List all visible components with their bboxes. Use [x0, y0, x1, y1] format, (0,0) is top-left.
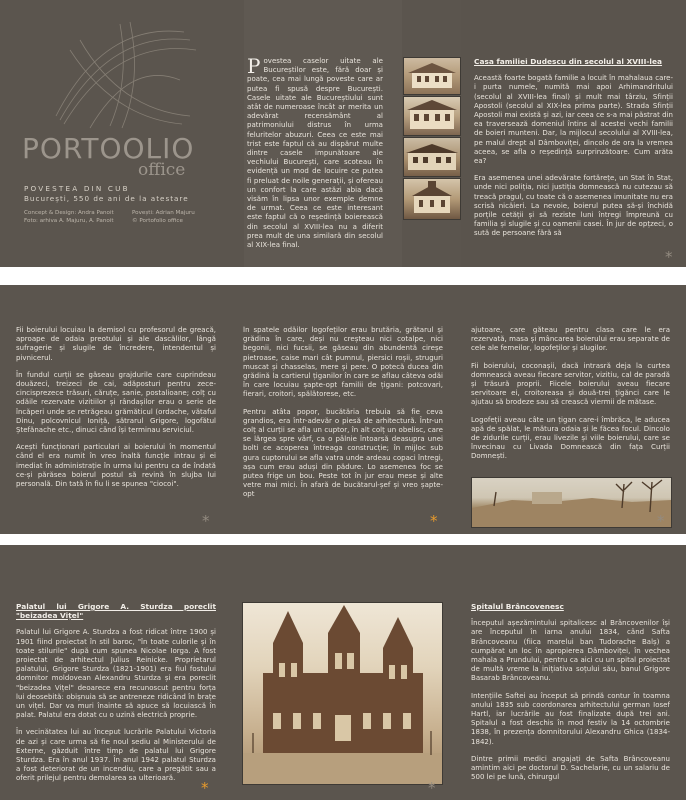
dudescu-paragraph-2: Era asemenea unei adevărate fortărețe, un Stat în Stat, unde nici poliția, nici justiția domnească nu cutezau să treacă pragul, cu toate că o asemenea imunitate nu era scrisă nicăieri. La nevoie, boierul putea să-și închidă porțile cetății și să reziste luni întregi împreună cu familia și slugile și cu oamenii casei. În jur de opțzeci, o sută de persoane fără să	[474, 174, 673, 238]
star-marker-orange: *	[201, 779, 209, 797]
dudescu-heading: Casa familiei Dudescu din secolul al XVIII-lea	[474, 57, 663, 66]
star-marker: *	[428, 779, 436, 797]
column-1-paragraph-1: Fii boierului locuiau la demisol cu profesorul de greacă, aproape de odaia preotului și ale dascălilor, lângă sufragerie și slugile de încredere, intendentul și pivnicerul.	[16, 326, 216, 362]
photo-house-3	[403, 137, 461, 177]
column-3-paragraph-1: ajutoare, care găteau pentru clasa care le era rezervată, masa și mâncarea boierului erau separate de cele ale femeilor, logofeților și slugilor.	[471, 326, 670, 353]
brancovenesc-paragraph-1: Începutul așezămintului spitalicesc al Brâncovenilor își are începutul în iarna anului 1834, când Safta Brâncoveanu (fiica marelui ban Tudorache Balș) a cumpărat un loc în apropierea Dâmboviței, în vechea mahala a Prundului, pentru ca aici cu un spital proiectat de multă vreme la inițiativa soțului său, banul Grigore Basarab Brâncoveanu.	[471, 619, 670, 683]
star-marker: *	[665, 248, 673, 266]
column-2-paragraph-2: Pentru atâta popor, bucătăria trebuia să fie ceva grandios, era într-adevăr o piesă de arhitectură. Într-un colț al curții se afla un cuptor, în alt colț un obelisc, care se lărgea spre vârf, ca o pâlnie întoarsă deasupra unei bolti ce acoperea întreaga construcție; în mijloc sub gura cuptorului se afla vatra unde ardeau copaci întregi, așa cum erau aduși din pădure. Lo asemenea foc se putea frige un bou. Peste tot în jur erau mese și alte vetre mai mici. În afară de bucătarul-șef și vreo șapte-opt	[243, 407, 443, 499]
brand-subtitle: office	[138, 160, 186, 180]
cover-area	[0, 0, 244, 267]
sturdza-text-block	[16, 602, 216, 782]
spread-2	[0, 285, 686, 534]
column-3-paragraph-3: Logofeții aveau câte un țigan care-i îmbrăca, le aducea apă de spălat, le mătura odaia și le făcea focul. Dincolo de zidurile curții, erau livezile și viile boierului, care se învecinau cu Livada Domnească din fața Curții Domnești.	[471, 415, 670, 461]
credit-concept: Concept & Design: Andra Panoit	[24, 210, 114, 216]
intro-column	[244, 0, 402, 267]
column-2-paragraph-1: În spatele odăilor logofeților erau brutăria, grătarul și grădina în care, deși nu creșteau nici cotalpe, nici begonii, nici fucsii, se găseau din abundentă cireșe pietroase, caise mari cât pumnul, piersici roșii, struguri muscat și chasselas, mere și pere. O potecă ducea din grădină la cartierul țiganilor în care se aflau câteva odăi în care locuiau șapte-opt familii de țigani: potcovari, fierari, croitori, spălătorese, etc.	[243, 326, 443, 399]
column-3-paragraph-2: Fii boierului, coconașii, dacă intrasră deja la curtea domnească aveau fiecare servitor, vizitiu, cal de paradă și trăsură proprii. Fiicele boierului aveau fiecare servitoare ei, croitoreasa și două-trei țigănci care le ajutau să brodeze sau să crească viermii de mătase.	[471, 361, 670, 407]
brancovenesc-paragraph-3: Dintre primii medici angajați de Safta Brâncoveanu amintim aici pe doctorul D. Sachelarie, cu un salariu de 500 lei pe lună, chirurgul	[471, 754, 670, 782]
intro-text-block	[247, 57, 383, 263]
star-marker: *	[202, 512, 210, 530]
spread-3	[0, 545, 686, 800]
brand-wordmark: PORTOOLIO	[22, 132, 195, 165]
story-subtitle: București, 550 de ani de la atestare	[24, 194, 189, 203]
photo-house-4	[403, 178, 461, 220]
story-title: POVESTEA DIN CUB	[24, 184, 130, 193]
logo-lines-graphic	[50, 20, 200, 130]
column-1-paragraph-3: Acești funcționari particulari ai boierului în momentul când el era numit în vreo înaltă funcție intrau și ei imediat în administrație în urma lui pentru ca de îndată ce-și părăsea boierul postul să revină în slujba lui personală. Din tată în fiu li se spunea "ciocoi".	[16, 443, 216, 489]
photo-old-street	[471, 477, 672, 528]
credit-copyright: © Portofolio office	[132, 218, 183, 224]
credit-foto: Foto: arhiva A. Majuru, A. Panoit	[24, 218, 114, 224]
dudescu-text-block	[474, 57, 673, 253]
dudescu-paragraph-1: Această foarte bogată familie a locuit în mahalaua care-i purta numele, numită mai apoi Arhimandritului (secolul al XVIII-lea final) și mult mai târziu, Sfinții Apostoli (secolul al XIX-lea prima parte). Strada Sfinții Apostoli mai există și azi, iar ceea ce s-a mai păstrat din ea traversează domeniul întins al acestei vechi familii de boieri munteni. Dar, la mijlocul secolului al XVIII-lea, pe malul drept al Dâmboviței, dincolo de ora la vremea aceea, se afla o reședință surprinzătoare. Cum arăta ea?	[474, 74, 673, 166]
brancovenesc-paragraph-2: Intențiile Saftei au început să prindă contur în toamna anului 1835 sub coordonarea arhitectului german Iosef Hartl, iar lucrările au fost finalizate după trei ani. Spitalul a fost deschis în mod festiv la 14 octombrie 1838, în prezența domnitorului Alexandru Ghica (1834-1842).	[471, 691, 670, 746]
text-column-2	[243, 326, 443, 511]
dudescu-column	[461, 0, 686, 267]
text-column-1	[16, 326, 216, 511]
photo-house-1	[403, 57, 461, 95]
spread-1	[0, 0, 686, 267]
star-marker-orange: *	[430, 512, 438, 530]
photo-sturdza-palace	[242, 602, 443, 785]
text-column-3	[471, 326, 670, 476]
sturdza-paragraph-1: Palatul lui Grigore A. Sturdza a fost ridicat între 1900 și 1901 fiind proiectat în stil baroc, "în toate culorile și în toate stilurile" după cum spunea Nicolae Iorga. A fost proiectat de arhitectul Julius Reinicke. Proprietarul palatului, Grigore Sturdza (1821-1901) era fiul fostului domnitor moldovean Alexandru Sturdza și era poreclit "beizadea Vițel" deoarece era recunoscut pentru forța lui deosebită: obișnuia să se antreneze ridicând în brațe un vițel. Dar va muri înainte să apuce să locuiască în palat. Palatul era dotat cu o uzină electrică proprie.	[16, 628, 216, 720]
credit-povesti: Povești: Adrian Majuru	[132, 210, 195, 216]
intro-text: ovestea caselor uitate ale Bucureștilor este, fără doar și poate, cea mai lungă poveste care ar putea fi spusă despre București. Casele uitate ale Bucureștiului sunt atât de numeroase încât ar merita un adevărat recensământ al patrimoniului distrus în urma feluritelor abuzuri. Ceea ce este mai trist este faptul că au dispărut multe dintre casele impunătoare ale vechiului București, care scoteau în evidență un mod de locuire ce putea fi preluat de noile generații, și ofereau un confort la care astăzi abia dacă visăm în lipsa unor exemple demne de urmat. Ceea ce este interesant este faptul că o reședință boierească din secolul al XVIII-lea nu a diferit prea mult de una similară din secolul al XIX-lea final.	[247, 57, 383, 250]
column-1-paragraph-2: În fundul curții se găseau grajdurile care cuprindeau douăzeci, treizeci de cai, adăposturi pentru zece-cincisprezece trăsuri, căruțe, sanie, postalioane; colț cu odăile rezervate vizitiilor și rândașilor erau o serie de încăperi unde se retrăgeau grămăticul (ordache, vătaful Dinu, polcovnicul Ioniță, sătrarul Grigore, logofătul Ștefănache etc., dinuci când își terminau serviciul.	[16, 370, 216, 435]
star-marker: *	[657, 512, 665, 530]
brancovenesc-text-block	[471, 602, 670, 794]
sturdza-paragraph-2: În vecinătatea lui au început lucrările Palatului Victoria de azi și care urma să fie noul sediu al Ministerului de Externe, găzduit între timp de palatul lui Grigore Sturdza. Era în anul 1937. În anul 1942 palatul Sturdza a fost deteriorat de un incendiu, care a pregătit sau a oferit prilejul pentru demolarea sa ulterioară.	[16, 728, 216, 782]
brancovenesc-heading: Spitalul Brâncovenesc	[471, 602, 564, 611]
sturdza-heading: Palatul lui Grigore A. Sturdza poreclit "beizadea Vițel"	[16, 602, 216, 621]
drop-cap: P	[247, 57, 261, 78]
photo-house-2	[403, 96, 461, 136]
